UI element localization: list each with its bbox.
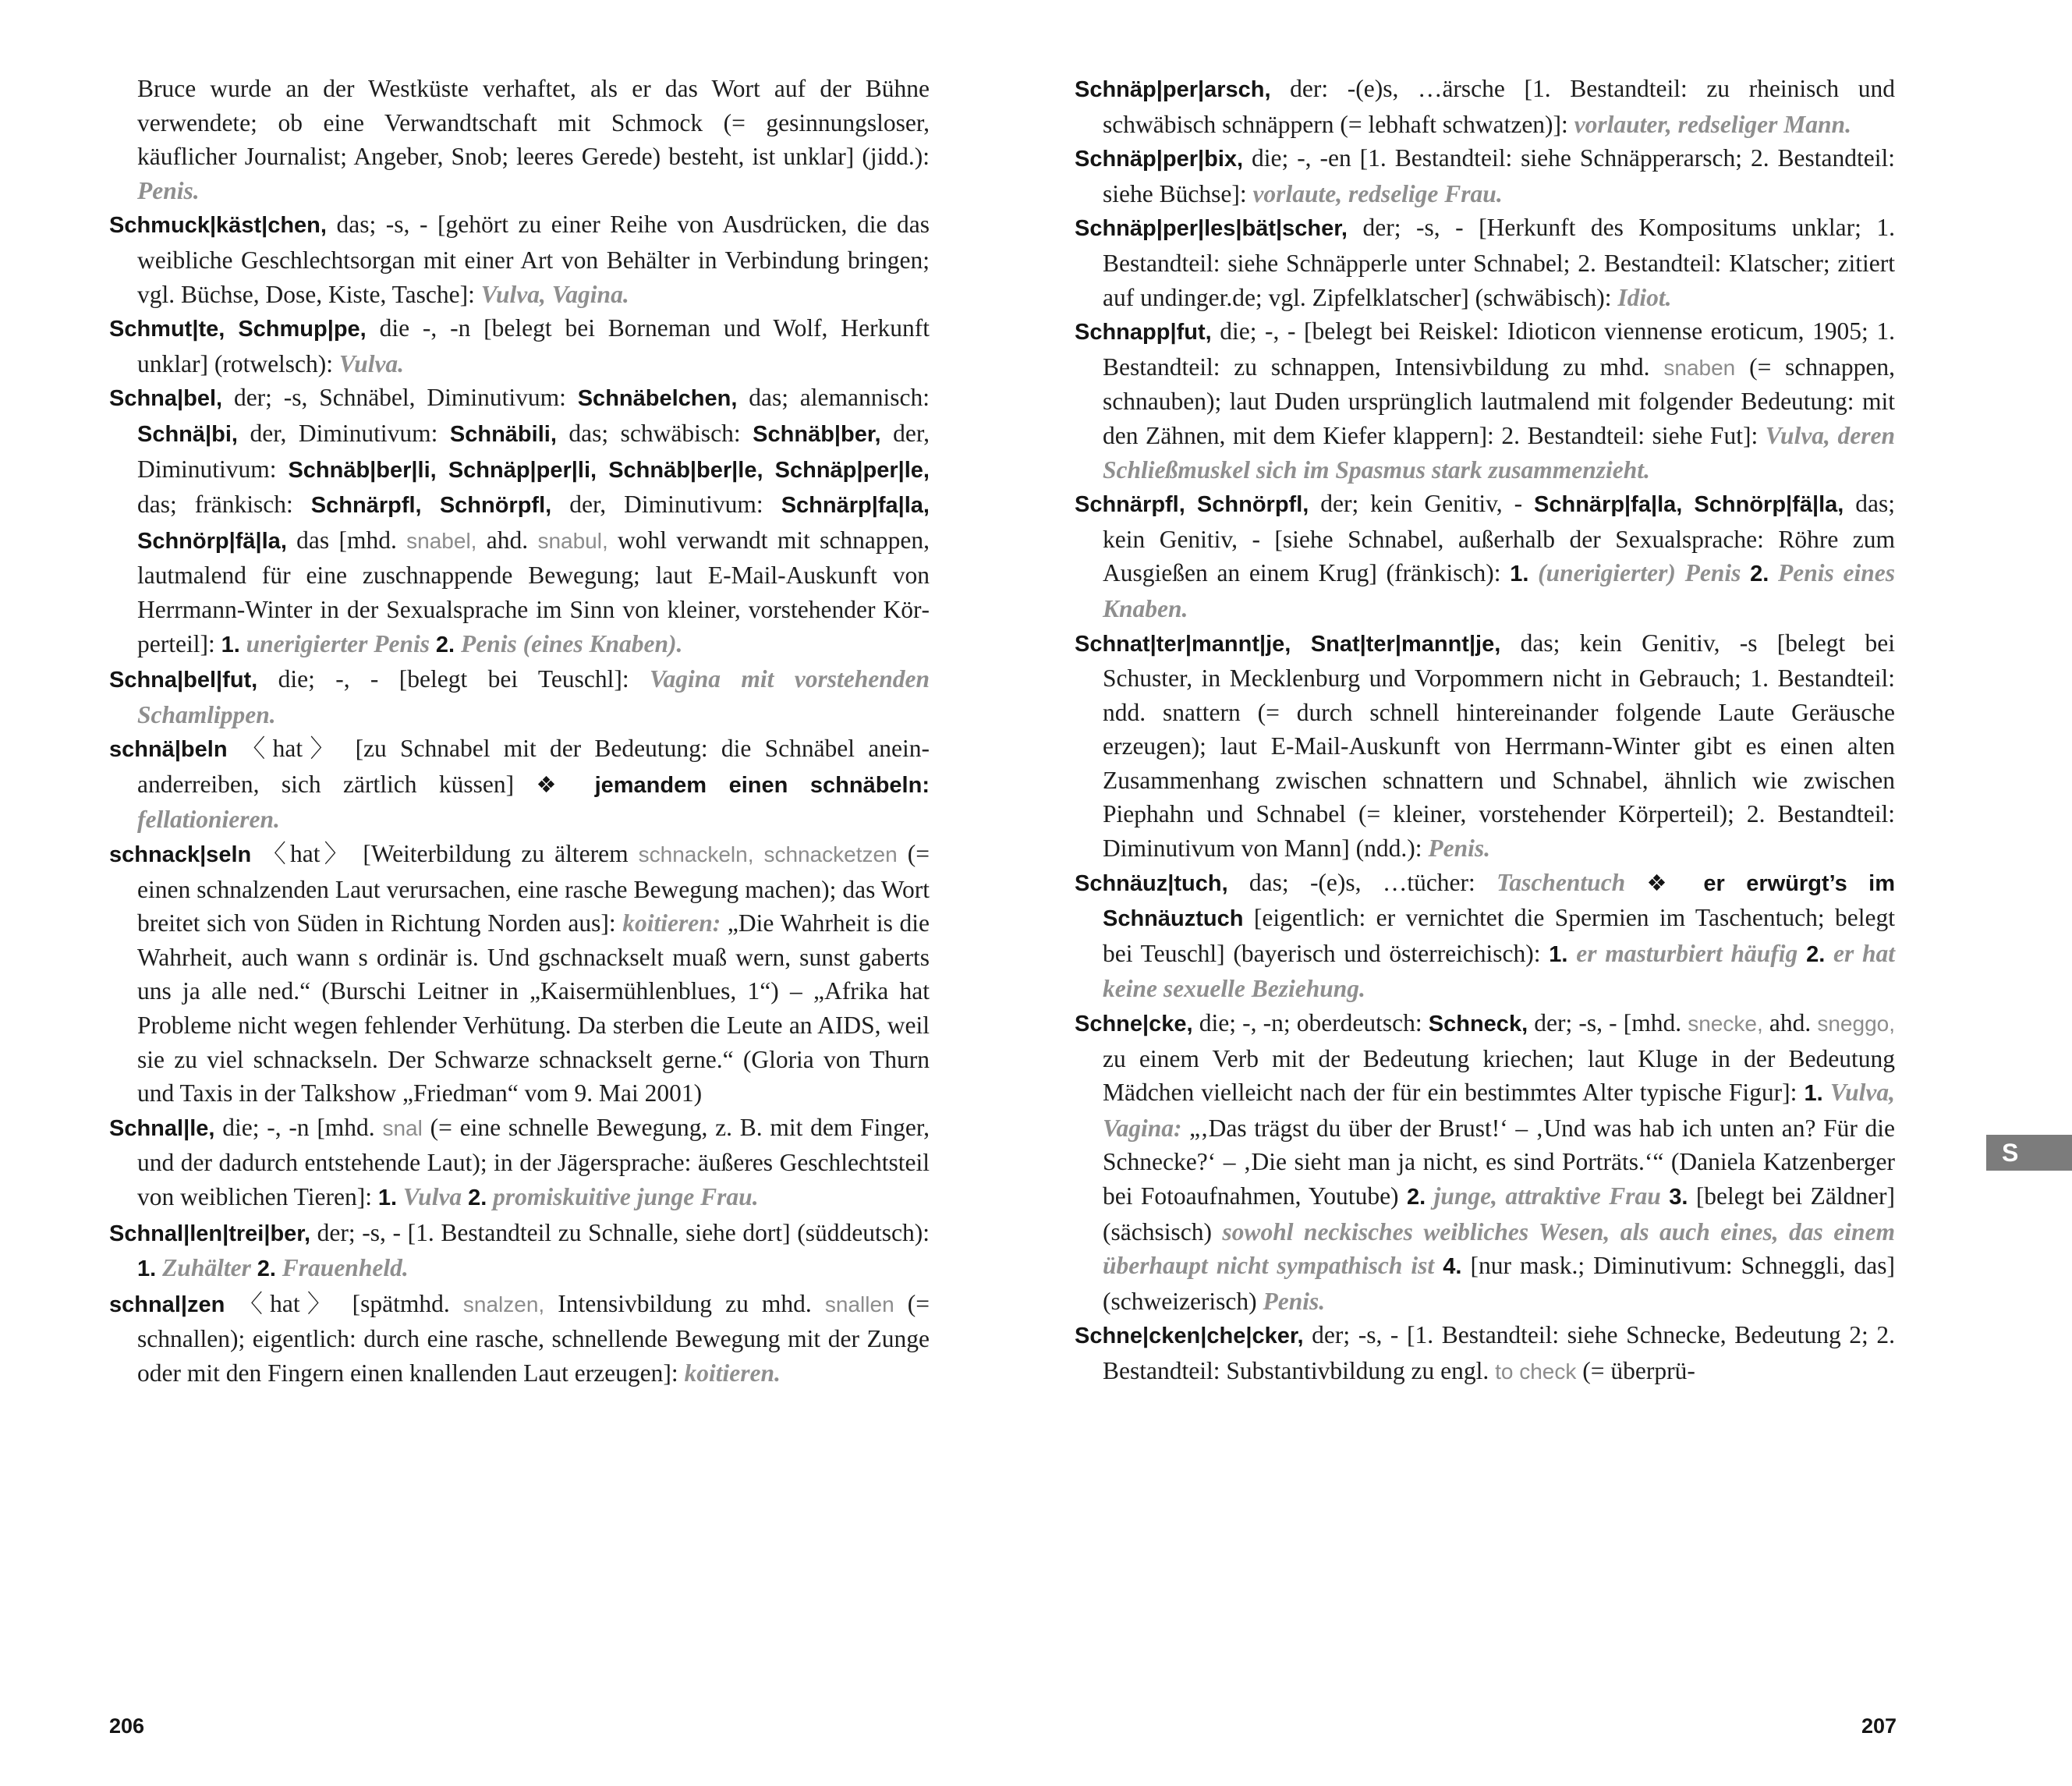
headword: Schne|cke,	[1075, 1012, 1193, 1037]
headword: Schnä|bi,	[137, 421, 238, 447]
entry-text	[1661, 1182, 1669, 1210]
etymon: snalzen,	[462, 1292, 545, 1316]
dictionary-entry	[109, 732, 930, 837]
dictionary-entry	[1075, 626, 1895, 866]
entry-text: der; -s, - [1. Bestandteil zu Schnalle, siehe dort] (süddeutsch):	[310, 1218, 930, 1246]
entry-text: das; -s, - [gehört zu einer Reihe von Ausdrücken, die das weibliche Geschlechtsorgan mit einer Art von Behälter in Verbindung bringen; vgl. Büchse, Dose, Kiste, Tasche]:	[137, 211, 930, 308]
definition: (unerigierter) Penis	[1538, 559, 1741, 587]
entry-text	[251, 1254, 257, 1281]
right-page-number: 207	[1861, 1714, 1897, 1738]
dictionary-entry	[109, 311, 930, 381]
definition: Vagina mit vorstehenden Schamlippen.	[137, 665, 930, 728]
headword: Schna|bel|fut,	[109, 668, 258, 693]
entry-text: (= schnappen, schnauben); laut Duden ursprünglich lautmalend mit folgender Bedeutung: mit den Zähnen, mit dem Kiefer klappern]: 2. Bestandteil: siehe Fut]:	[1103, 353, 1895, 449]
entry-text	[1823, 1079, 1830, 1106]
right-page-column	[1075, 72, 1895, 1389]
entry-text: ahd.	[1762, 1009, 1818, 1037]
entry-text	[1825, 940, 1833, 967]
dictionary-entry	[1075, 211, 1895, 314]
entry-text: das; -(e)s, …tücher:	[1227, 868, 1497, 896]
headword: Schnärp|fa|la, Schnörp|fä|la,	[1534, 492, 1844, 518]
sense-label: 1.	[377, 1185, 398, 1210]
entry-text: das; kein Genitiv, - [siehe Schnabel, außerhalb der Sexualsprache: Röhre zum Ausgießen an einem Krug] (fränkisch):	[1103, 490, 1895, 587]
definition: Taschentuch	[1496, 868, 1626, 896]
headword: Schnäbili,	[449, 421, 557, 447]
entry-text	[156, 1254, 162, 1281]
entry-text: der, Diminutivum:	[137, 419, 930, 483]
entry-text	[462, 1183, 468, 1210]
entry-text: Intensivbildung zu mhd.	[544, 1289, 825, 1317]
definition: Penis eines Knaben.	[1103, 559, 1896, 622]
entry-text: der; kein Genitiv, -	[1309, 490, 1535, 518]
entry-text: (= eine schnelle Bewegung, z. B. mit dem Finger, und der dadurch entstehende Laut); in der Jägersprache: äußeres Geschlechtsteil von weiblichen Tieren]:	[137, 1113, 930, 1210]
section-letter-tab: S	[1986, 1135, 2072, 1171]
definition: koitieren:	[622, 909, 721, 937]
etymon: snabul,	[537, 528, 608, 553]
entry-text: [nur mask.; Diminutivum: Schneggli, das] (schweizerisch)	[1103, 1252, 1896, 1315]
entry-text: das; kein Genitiv, -s [belegt bei Schuster, in Mecklenburg und Vorpommern nicht in Gebrauch; 1. Bestandteil: ndd. snattern (= durch schnell hintereinander folgende Laute Geräusche erzeugen); laut E-Mail-Auskunft von Herrmann-Winter gibt es einen alten Zusammenhang zwischen schnattern und Schnabel, ähnlich wie zwischen Piephahn und Schnabel (= kleiner, vorstehender Körperteil); 2. Bestandteil: Diminutivum von Mann] (ndd.):	[1103, 629, 1895, 863]
headword: Schneck,	[1428, 1012, 1528, 1037]
entry-text: zu einem Verb mit der Bedeutung kriechen; laut Kluge in der Bedeutung Mädchen vielleicht nach der für ein bestimmtes Alter typische Figur]:	[1103, 1044, 1895, 1107]
left-page-number: 206	[109, 1714, 145, 1738]
headword: Schna|bel,	[109, 386, 223, 412]
entry-text	[1434, 1252, 1443, 1279]
entry-text	[240, 630, 246, 657]
sense-label: ❖ jemandem einen schnäbeln:	[536, 772, 930, 798]
entry-text: die; -, -n [mhd.	[214, 1113, 383, 1141]
sense-label: ❖ er erwürgt’s im Schnäuztuch	[1103, 870, 1896, 932]
headword: Schnäbelchen,	[577, 386, 738, 412]
entry-text: der, Diminutivum:	[237, 419, 450, 447]
entry-text: der: -(e)s, …ärsche [1. Bestandteil: zu rheinisch und schwäbisch schnäppern (= lebhaft schwatzen)]:	[1103, 75, 1895, 138]
entry-text: wohl verwandt mit schnappen, lautmalend für eine zuschnappende Bewegung; laut E-Mail-Auskunft von Herrmann-Winter in der Sexualsprache im Sinn von kleiner, vorstehender Körperteil]:	[137, 526, 930, 657]
headword: Schnal|len|trei|ber,	[109, 1221, 311, 1246]
sense-label: 3.	[1669, 1185, 1688, 1210]
definition: Penis (eines Knaben).	[460, 629, 683, 657]
headword: Schnal|le,	[109, 1115, 215, 1141]
headword: schnal|zen	[109, 1292, 225, 1317]
definition: Penis.	[1428, 835, 1490, 863]
entry-text	[1528, 559, 1538, 586]
entry-continuation	[109, 72, 930, 207]
definition: Zuhälter	[162, 1254, 251, 1282]
entry-text: [eigentlich: er vernichtet die Spermien im Taschentuch; belegt bei Teuschl] (bayerisch und österreichisch):	[1103, 904, 1895, 967]
headword: Schnapp|fut,	[1075, 320, 1212, 346]
dictionary-entry	[1075, 314, 1895, 487]
dictionary-entry	[109, 1111, 930, 1216]
sense-label: 2.	[435, 632, 455, 657]
entry-text: [belegt bei Zäldner] (sächsisch)	[1103, 1182, 1896, 1246]
entry-text	[1567, 940, 1576, 967]
entry-text: „‚Das trägst du über der Brust!‘ – ‚Und was hab ich unten an? Für die Schnecke?‘ – ‚Die sieht man ja nicht, es sind Porträts.‘“ (Daniela Katzenberger bei Fotoaufnahmen, Youtube)	[1103, 1114, 1895, 1210]
definition: Vulva, Vagina:	[1103, 1079, 1896, 1142]
definition: Idiot.	[1617, 283, 1672, 311]
definition: er masturbiert häufig	[1576, 939, 1798, 967]
definition: junge, attraktive Frau	[1433, 1182, 1661, 1210]
dictionary-entry	[109, 1216, 930, 1287]
entry-text: die -, -n [belegt bei Borneman und Wolf, Herkunft unklar] (rotwelsch):	[137, 314, 930, 377]
headword: Schnat|ter|mannt|je, Snat|ter|mannt|je,	[1075, 631, 1501, 657]
headword: schnack|seln	[109, 842, 252, 868]
definition: unerigierter Penis	[246, 629, 430, 657]
entry-text: das; schwäbisch:	[556, 419, 753, 447]
dictionary-entry	[1075, 141, 1895, 211]
definition: Penis.	[1263, 1287, 1326, 1315]
headword: schnä|beln	[109, 737, 228, 763]
dictionary-entry	[109, 662, 930, 732]
dictionary-entry	[1075, 1318, 1895, 1388]
headword: Schnäb|ber,	[753, 421, 881, 447]
sense-label: 2.	[468, 1185, 487, 1210]
headword: Schnärpfl, Schnörpfl,	[1075, 492, 1309, 518]
definition: Frauenheld.	[282, 1254, 409, 1282]
headword: Schnärpfl, Schnörpfl,	[310, 493, 552, 519]
entry-text: das [mhd.	[286, 526, 407, 554]
etymon: snallen	[824, 1292, 894, 1316]
etymon: snaben	[1663, 355, 1736, 380]
entry-text: die; -, -n; oberdeutsch:	[1192, 1009, 1429, 1037]
entry-text: der; -s, - [Herkunft des Kompositums unklar; 1. Bestandteil: siehe Schnäpperle unter Schnabel; 2. Bestandteil: Klatscher; zitiert auf undinger.de; vgl. Zipfelklatscher] (schwäbisch):	[1103, 214, 1895, 311]
entry-text	[1625, 869, 1646, 896]
headword: Schmuck|käst|chen,	[109, 213, 327, 239]
headword: Schnäb|ber|li, Schnäp|per|li, Schnäb|ber|le, Schnäp|per|le,	[288, 457, 930, 483]
definition: Vulva.	[338, 349, 405, 377]
dictionary-entry	[1075, 1006, 1895, 1318]
sense-label: 2.	[1406, 1185, 1426, 1210]
headword: Schnäp|per|bix,	[1075, 147, 1244, 172]
entry-text: der; -s, - [mhd.	[1528, 1009, 1688, 1037]
etymon: snecke,	[1688, 1012, 1763, 1037]
dictionary-entry	[1075, 72, 1895, 141]
definition: sowohl neckisches weibliches Wesen, als auch eines, das einem überhaupt nicht sympathisch ist	[1103, 1217, 1895, 1280]
definition: Vulva, deren Schließmuskel sich im Spasmus stark zusammenzieht.	[1103, 421, 1895, 484]
entry-text	[276, 1254, 282, 1281]
entry-text	[1798, 940, 1806, 967]
entry-text: (= überprü-	[1576, 1356, 1695, 1384]
entry-text: die; -, - [belegt bei Reiskel: Idioticon viennense eroticum, 1905; 1. Bestandteil: zu schnappen, Intensivbildung zu mhd.	[1103, 317, 1895, 381]
entry-text	[430, 630, 436, 657]
dictionary-entry	[109, 207, 930, 311]
dictionary-entry	[109, 381, 930, 662]
entry-text	[1426, 1182, 1433, 1210]
etymon: schnackeln, schnacketzen	[638, 842, 898, 867]
entry-text	[1769, 559, 1778, 586]
headword: Schnäuz|tuch,	[1075, 870, 1228, 896]
entry-text: das; alemannisch:	[737, 384, 930, 412]
sense-label: 2.	[257, 1256, 276, 1282]
entry-text	[455, 630, 461, 657]
entry-text: ahd.	[476, 526, 538, 554]
definition: er hat keine sexuelle Beziehung.	[1103, 939, 1896, 1003]
entry-text: (= einen schnalzenden Laut verursachen, eine rasche Bewegung machen); das Wort breitet sich von Süden in Richtung Norden aus]:	[137, 840, 930, 937]
entry-text	[397, 1183, 403, 1210]
sense-label: 2.	[1750, 562, 1769, 587]
sense-label: 1.	[1804, 1081, 1823, 1107]
left-page-column	[109, 72, 930, 1391]
entry-text: (= schnallen); eigentlich: durch eine rasche, schnellende Bewegung mit der Zunge oder mit den Fingern einen knallenden Laut erzeugen]:	[137, 1289, 930, 1387]
entry-text: 〈hat〉 [zu Schnabel mit der Bedeutung: die Schnäbel aneinanderreiben, sich zärtlich küssen]	[137, 735, 930, 798]
entry-text: der; -s, - [1. Bestandteil: siehe Schnecke, Bedeutung 2; 2. Bestandteil: Substantivbildung zu engl.	[1103, 1321, 1895, 1384]
headword: Schnärp|fa|la, Schnörp|fä|la,	[137, 493, 930, 554]
entry-text: die; -, - [belegt bei Teuschl]:	[257, 665, 650, 693]
definition: Vulva	[402, 1183, 462, 1210]
etymon: snal	[382, 1115, 423, 1140]
sense-label: 1.	[1549, 941, 1568, 967]
definition: vorlauter, redseliger Mann.	[1574, 110, 1851, 138]
definition: fellationieren.	[137, 806, 280, 834]
dictionary-entry	[109, 1287, 930, 1391]
definition: koitieren.	[684, 1359, 781, 1387]
sense-label: 2.	[1806, 941, 1826, 967]
headword: Schne|cken|che|cker,	[1075, 1324, 1304, 1349]
definition: vorlaute, redselige Frau.	[1252, 179, 1503, 207]
dictionary-entry	[1075, 487, 1895, 625]
definition: promiskuitive junge Frau.	[493, 1183, 759, 1210]
headword: Schmut|te, Schmup|pe,	[109, 317, 367, 342]
sense-label: 1.	[137, 1256, 157, 1282]
entry-text: der; -s, Schnäbel, Diminutivum:	[222, 384, 578, 412]
definition: Vulva, Vagina.	[480, 280, 629, 308]
entry-text: der, Diminutivum:	[551, 491, 781, 519]
entry-text: „Die Wahrheit is die Wahrheit, auch wann s ordinär is. Und gschnackselt muaß wern, sunst gaberts uns ja alle ned.“ (Burschi Leitner in „Kaisermühlenblues, 1“) – „Afrika hat Probleme nicht wegen fehlender Verhütung. Da sterben die Leute an AIDS, weil sie zu viel schnackseln. Der Schwarze schnackselt gerne.“ (Gloria von Thurn und Taxis in der Talkshow „Friedman“ vom 9. Mai 2001)	[137, 909, 930, 1107]
entry-text: 〈hat〉 [spätmhd.	[225, 1289, 463, 1317]
etymon: sneggo,	[1817, 1012, 1895, 1037]
headword: Schnäp|per|arsch,	[1075, 77, 1271, 102]
etymon: to check	[1495, 1359, 1577, 1384]
entry-text: 〈hat〉 [Weiterbildung zu älterem	[251, 840, 639, 868]
etymon: snabel,	[406, 528, 477, 553]
entry-text: das; fränkisch:	[137, 491, 311, 519]
dictionary-entry	[1075, 866, 1895, 1006]
entry-text: Bruce wurde an der Westküste verhaftet, als er das Wort auf der Bühne verwendete; ob eine Verwandtschaft mit Schmock (= gesinnungsloser, käuflicher Journalist; Angeber, Snob; leeres Gerede) besteht, ist unklar] (jidd.):	[137, 75, 930, 171]
headword: Schnäp|per|les|bät|scher,	[1075, 216, 1348, 242]
dictionary-entry	[109, 837, 930, 1111]
sense-label: 1.	[1510, 562, 1529, 587]
entry-text	[487, 1183, 493, 1210]
entry-text: die; -, -en [1. Bestandteil: siehe Schnäpperarsch; 2. Bestandteil: siehe Büchse]:	[1103, 144, 1895, 207]
entry-text	[1741, 559, 1750, 586]
definition: Penis.	[137, 176, 200, 204]
sense-label: 1.	[221, 632, 240, 657]
sense-label: 4.	[1443, 1254, 1462, 1280]
